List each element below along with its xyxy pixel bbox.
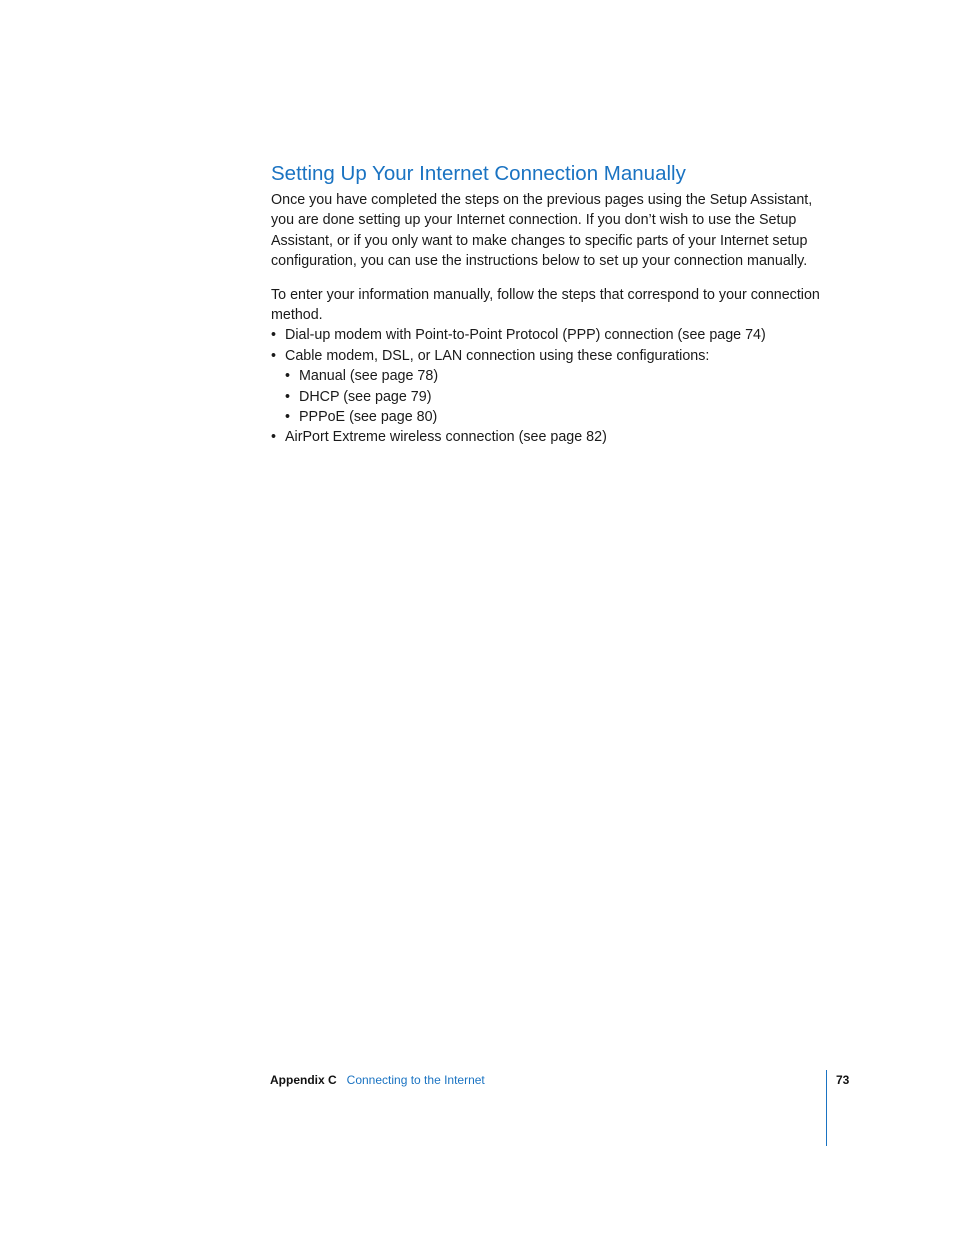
page-footer <box>270 1072 485 1088</box>
list-item-dialup: • Dial-up modem with Point-to-Point Protocol (PPP) connection (see page 74) <box>271 325 831 345</box>
configuration-list <box>285 366 831 427</box>
page-number: 73 <box>836 1073 850 1087</box>
intro-paragraph: Once you have completed the steps on the previous pages using the Setup Assistant, you are done setting up your Internet connection. If you don’t wish to use the Setup Assistant, or if you only want to make changes to specific parts of your Internet setup configuration, you can use the instructions below to set up your connection manually. <box>271 192 813 270</box>
footer-chapter-title: Connecting to the Internet <box>346 1073 485 1087</box>
list-item-manual: • Manual (see page 78) <box>285 366 831 386</box>
list-item-airport: • AirPort Extreme wireless connection (see page 82) <box>271 427 831 447</box>
instruction-paragraph: To enter your information manually, follow the steps that correspond to your connection method. <box>271 286 820 324</box>
list-item-cable <box>271 346 831 428</box>
section-heading: Setting Up Your Internet Connection Manually <box>271 162 686 185</box>
list-item-dhcp: • DHCP (see page 79) <box>285 387 831 407</box>
connection-method-list <box>271 325 831 447</box>
list-item-cable-label: Cable modem, DSL, or LAN connection using these configurations: <box>285 347 710 364</box>
main-content <box>271 160 831 448</box>
footer-divider <box>826 1070 827 1146</box>
list-item-pppoe: • PPPoE (see page 80) <box>285 407 831 427</box>
footer-appendix-label: Appendix C <box>270 1073 337 1087</box>
